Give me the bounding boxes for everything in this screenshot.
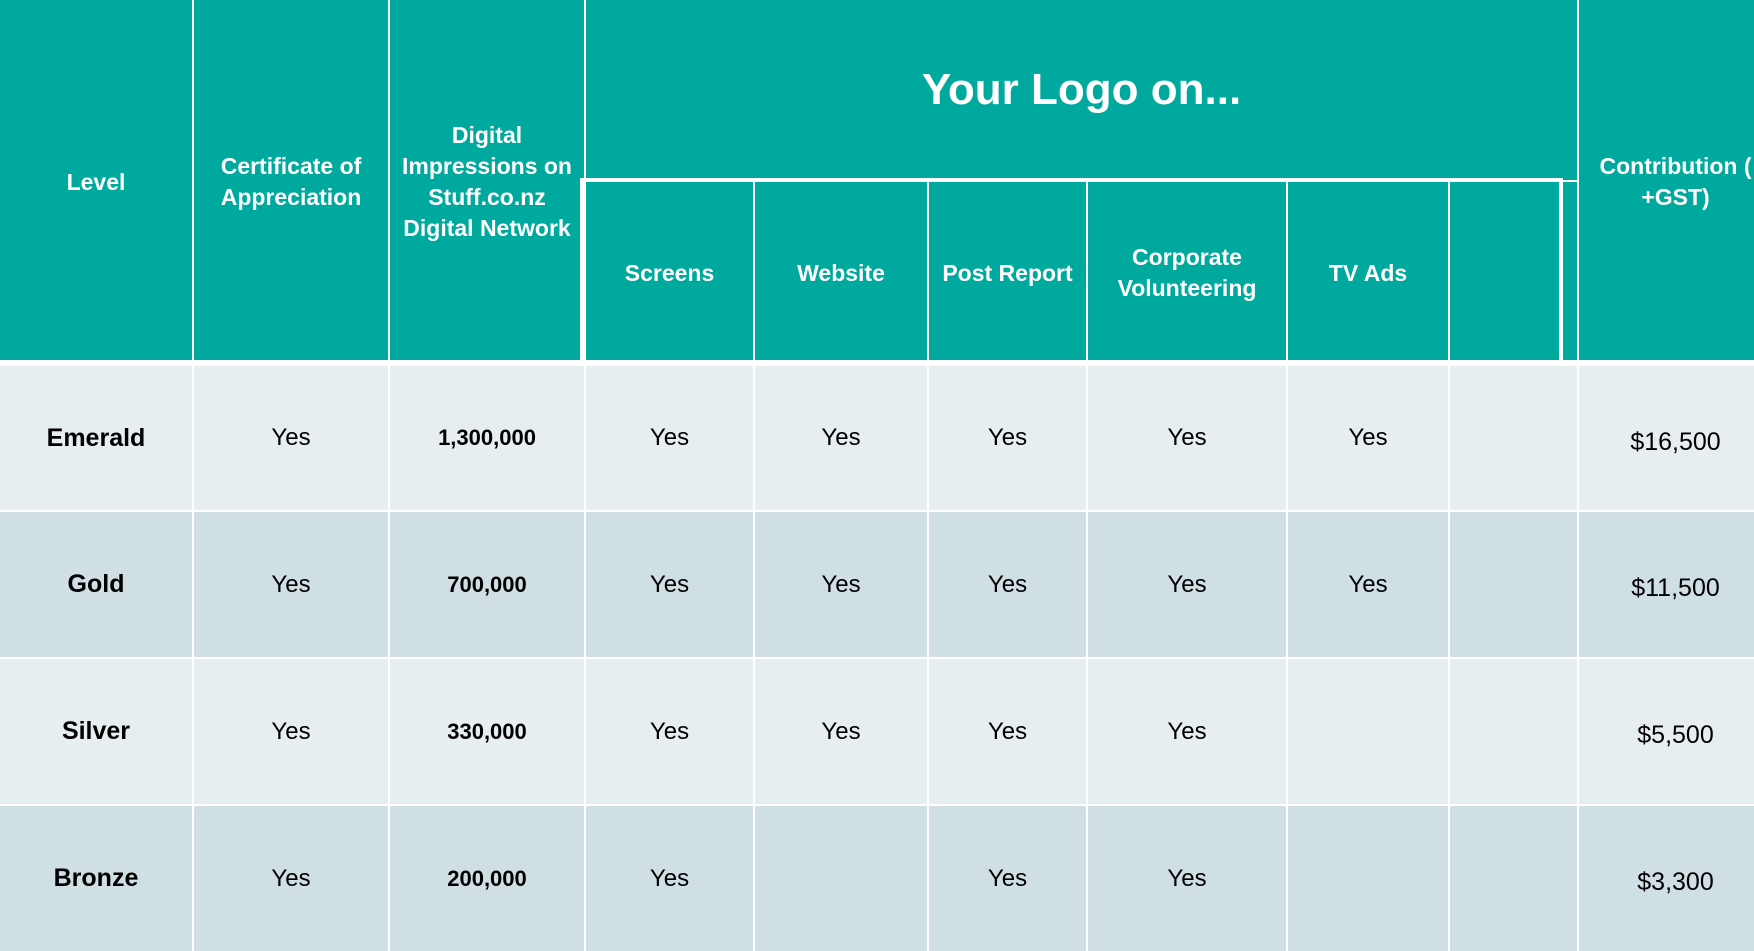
table-cell-certificate: Yes: [194, 806, 388, 951]
table-cell-tv-ads: [1288, 806, 1448, 951]
header-screens: Screens: [586, 182, 753, 364]
table-cell-extra: [1450, 366, 1577, 510]
header-extra: [1450, 182, 1577, 364]
table-cell-extra: [1450, 512, 1577, 657]
table-cell-post-report: Yes: [929, 659, 1086, 804]
header-tv-ads: TV Ads: [1288, 182, 1448, 364]
table-cell-corporate-volunteering: Yes: [1088, 512, 1286, 657]
table-cell-post-report: Yes: [929, 806, 1086, 951]
header-corporate-volunteering: Corporate Volunteering: [1088, 182, 1286, 364]
table-cell-corporate-volunteering: Yes: [1088, 366, 1286, 510]
table-row-level: Emerald: [0, 366, 192, 510]
table-cell-contribution: $3,300: [1579, 806, 1754, 951]
table-cell-screens: Yes: [586, 366, 753, 510]
table-cell-certificate: Yes: [194, 512, 388, 657]
table-cell-post-report: Yes: [929, 512, 1086, 657]
table-row-level: Silver: [0, 659, 192, 804]
table-cell-impressions: 1,300,000: [390, 366, 584, 510]
table-cell-tv-ads: Yes: [1288, 366, 1448, 510]
table-cell-certificate: Yes: [194, 659, 388, 804]
header-post-report: Post Report: [929, 182, 1086, 364]
header-logo-group: Your Logo on...: [586, 0, 1577, 180]
table-cell-contribution: $11,500: [1579, 512, 1754, 657]
table-cell-website: Yes: [755, 659, 927, 804]
table-row-level: Gold: [0, 512, 192, 657]
table-cell-tv-ads: Yes: [1288, 512, 1448, 657]
header-certificate: Certificate of Appreciation: [194, 0, 388, 364]
table-row-level: Bronze: [0, 806, 192, 951]
header-level: Level: [0, 0, 192, 364]
table-cell-extra: [1450, 806, 1577, 951]
table-cell-contribution: $16,500: [1579, 366, 1754, 510]
table-cell-website: Yes: [755, 512, 927, 657]
table-cell-corporate-volunteering: Yes: [1088, 806, 1286, 951]
header-impressions: Digital Impressions on Stuff.co.nz Digital Network: [390, 0, 584, 364]
table-cell-extra: [1450, 659, 1577, 804]
table-cell-certificate: Yes: [194, 366, 388, 510]
table-cell-impressions: 200,000: [390, 806, 584, 951]
table-cell-website: Yes: [755, 366, 927, 510]
table-cell-screens: Yes: [586, 806, 753, 951]
table-cell-impressions: 700,000: [390, 512, 584, 657]
table-cell-tv-ads: [1288, 659, 1448, 804]
table-cell-contribution: $5,500: [1579, 659, 1754, 804]
table-cell-post-report: Yes: [929, 366, 1086, 510]
table-cell-corporate-volunteering: Yes: [1088, 659, 1286, 804]
header-contribution: Contribution ( +GST): [1579, 0, 1754, 364]
table-cell-website: [755, 806, 927, 951]
table-cell-screens: Yes: [586, 512, 753, 657]
table-cell-screens: Yes: [586, 659, 753, 804]
header-website: Website: [755, 182, 927, 364]
table-cell-impressions: 330,000: [390, 659, 584, 804]
